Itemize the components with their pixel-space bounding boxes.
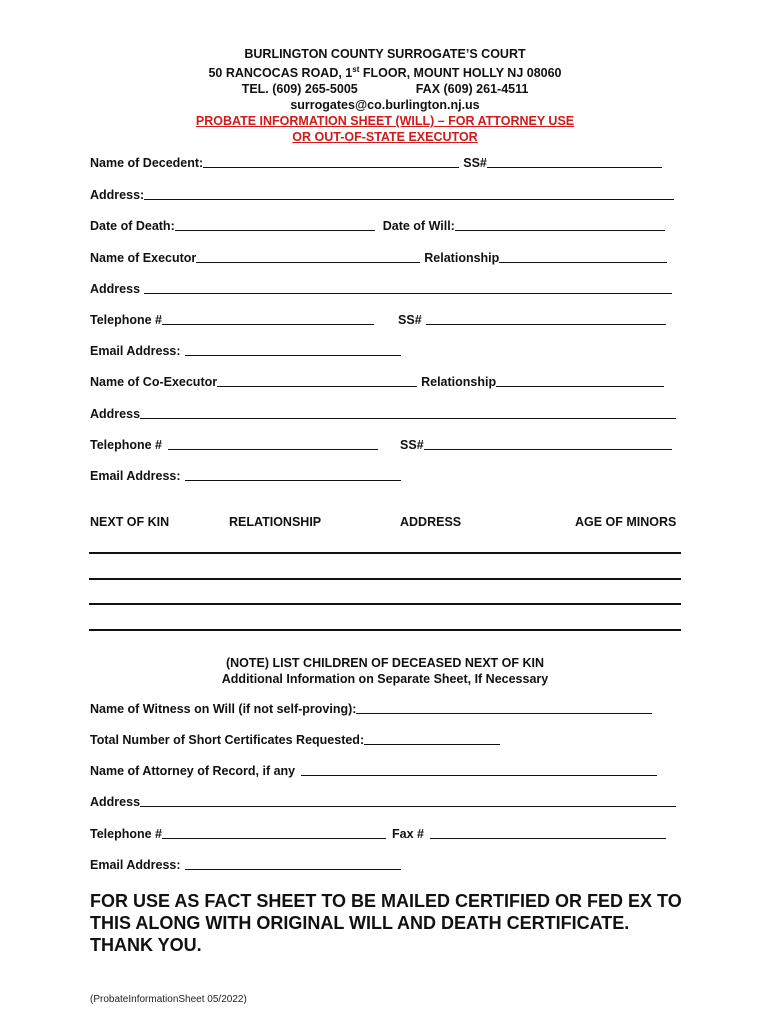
executor-row (90, 250, 690, 266)
witness-label: Name of Witness on Will (if not self-proving): (90, 702, 357, 716)
decedent-label: Name of Decedent: (90, 156, 204, 170)
attorney-telephone-field[interactable] (162, 826, 386, 839)
attorney-email-field[interactable] (185, 857, 401, 870)
attorney-address-row (90, 794, 690, 810)
executor-relationship-field[interactable] (499, 250, 667, 263)
attorney-address-label: Address (90, 795, 141, 809)
attorney-telephone-label: Telephone # (90, 827, 163, 841)
executor-field[interactable] (196, 250, 420, 263)
executor-ss-field[interactable] (426, 312, 666, 325)
attorney-field[interactable] (301, 763, 657, 776)
form-identifier: (ProbateInformationSheet 05/2022) (90, 994, 247, 1005)
kin-entry-line[interactable] (89, 578, 681, 580)
kin-entry-line[interactable] (89, 629, 681, 631)
executor-email-label: Email Address: (90, 344, 181, 358)
co-executor-address-field[interactable] (140, 406, 676, 419)
court-phone-fax (0, 81, 770, 97)
executor-ss-label: SS# (398, 313, 422, 327)
date-of-will-field[interactable] (455, 218, 665, 231)
executor-label: Name of Executor (90, 251, 197, 265)
kin-header-age: AGE OF MINORS (575, 515, 677, 529)
executor-address-field[interactable] (144, 281, 672, 294)
certificates-row (90, 732, 690, 748)
ordinal-suffix: st (352, 65, 360, 74)
attorney-fax-field[interactable] (430, 826, 666, 839)
executor-telephone-label: Telephone # (90, 313, 163, 327)
kin-header-relationship: RELATIONSHIP (229, 515, 322, 529)
co-executor-relationship-label: Relationship (421, 375, 497, 389)
attorney-email-label: Email Address: (90, 858, 181, 872)
court-telephone: TEL. (609) 265-5005 (241, 82, 358, 97)
executor-address-label: Address (90, 282, 141, 296)
court-address-city: FLOOR, MOUNT HOLLY NJ 08060 (359, 66, 562, 81)
co-executor-telephone-label: Telephone # (90, 438, 163, 452)
kin-entry-line[interactable] (89, 552, 681, 554)
attorney-email-row (90, 857, 690, 873)
attorney-row (90, 763, 690, 779)
executor-address-row (90, 281, 690, 297)
co-executor-row (90, 374, 690, 390)
co-executor-address-label: Address (90, 407, 141, 421)
date-of-death-label: Date of Death: (90, 219, 175, 233)
kin-note (0, 655, 770, 687)
co-executor-label: Name of Co-Executor (90, 375, 218, 389)
certificates-field[interactable] (364, 732, 500, 745)
kin-entry-line[interactable] (89, 603, 681, 605)
date-of-death-field[interactable] (175, 218, 375, 231)
co-executor-telephone-field[interactable] (168, 437, 378, 450)
witness-field[interactable] (356, 701, 652, 714)
kin-header-address: ADDRESS (400, 515, 462, 529)
co-executor-email-field[interactable] (185, 468, 401, 481)
attorney-label: Name of Attorney of Record, if any (90, 764, 296, 778)
form-title: PROBATE INFORMATION SHEET (WILL) – FOR ATTORNEY USE (195, 114, 575, 129)
co-executor-phone-row (90, 437, 690, 453)
court-name: BURLINGTON COUNTY SURROGATE’S COURT (244, 47, 526, 61)
kin-note-line1: (NOTE) LIST CHILDREN OF DECEASED NEXT OF KIN (225, 656, 545, 670)
attorney-phone-row (90, 826, 690, 842)
decedent-field[interactable] (203, 155, 459, 168)
certificates-label: Total Number of Short Certificates Requested: (90, 733, 365, 747)
attorney-fax-label: Fax # (392, 827, 424, 841)
attorney-address-field[interactable] (140, 794, 676, 807)
executor-email-row (90, 343, 690, 359)
mailing-instruction: FOR USE AS FACT SHEET TO BE MAILED CERTIFIED OR FED EX TO THIS ALONG WITH ORIGINAL WILL AND DEATH CERTIFICATE. THANK YOU. (90, 891, 682, 955)
decedent-address-field[interactable] (144, 187, 674, 200)
co-executor-email-label: Email Address: (90, 469, 181, 483)
executor-phone-row (90, 312, 690, 328)
dates-row (90, 218, 690, 234)
date-of-will-label: Date of Will: (382, 219, 455, 233)
executor-email-field[interactable] (185, 343, 401, 356)
decedent-address-label: Address: (90, 188, 145, 202)
court-header (0, 46, 770, 145)
co-executor-email-row (90, 468, 690, 484)
form-subtitle: OR OUT-OF-STATE EXECUTOR (292, 130, 478, 145)
court-fax: FAX (609) 261-4511 (415, 82, 529, 97)
co-executor-address-row (90, 406, 690, 422)
court-address (0, 62, 770, 81)
decedent-ss-label: SS# (463, 156, 487, 170)
decedent-row (90, 155, 690, 171)
court-email: surrogates@co.burlington.nj.us (290, 98, 480, 113)
kin-header-name: NEXT OF KIN (90, 515, 170, 529)
co-executor-field[interactable] (217, 374, 417, 387)
co-executor-relationship-field[interactable] (496, 374, 664, 387)
court-address-street: 50 RANCOCAS ROAD, 1 (208, 66, 353, 81)
co-executor-ss-field[interactable] (424, 437, 672, 450)
witness-row (90, 701, 690, 717)
decedent-ss-field[interactable] (487, 155, 662, 168)
executor-telephone-field[interactable] (162, 312, 374, 325)
kin-note-line2: Additional Information on Separate Sheet, If Necessary (221, 672, 549, 686)
decedent-address-row (90, 187, 690, 203)
co-executor-ss-label: SS# (400, 438, 424, 452)
executor-relationship-label: Relationship (424, 251, 500, 265)
